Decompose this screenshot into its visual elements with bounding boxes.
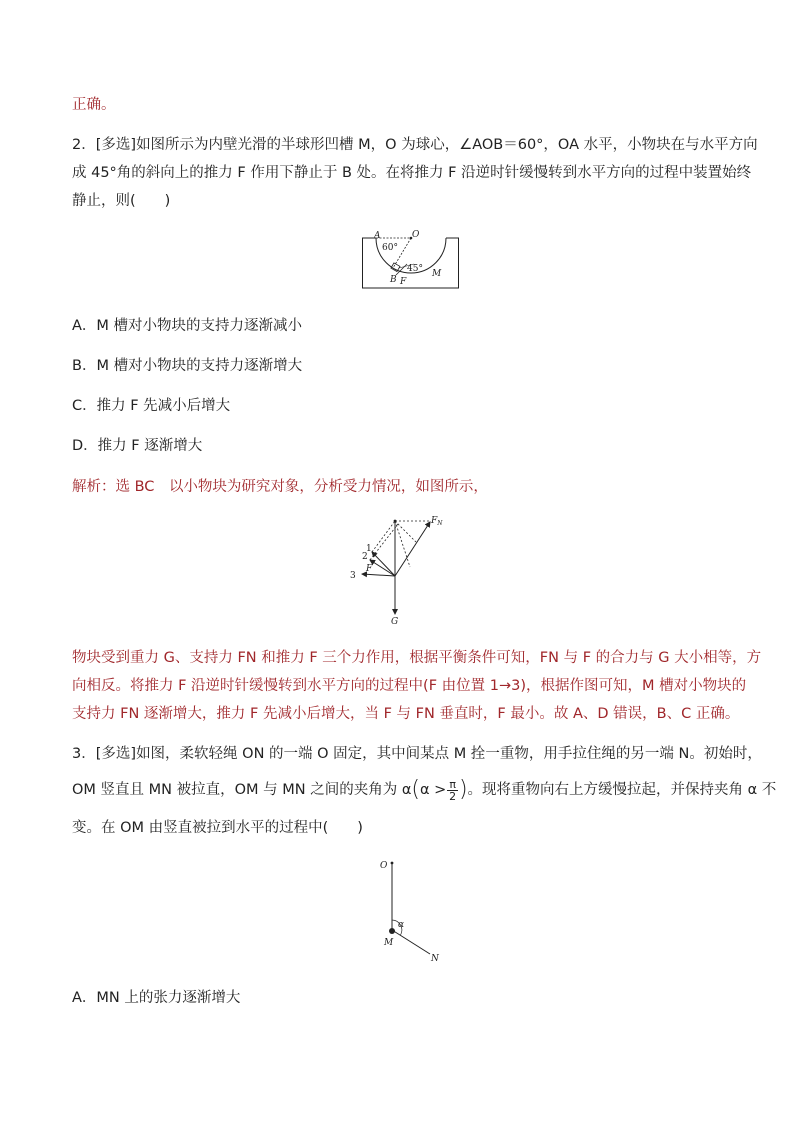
option-text: 推力 F 逐渐增大 [97, 438, 203, 454]
q3-option-a[interactable] [72, 988, 240, 1008]
groove-label-m: M [432, 269, 442, 279]
q3-tag: [多选] [95, 746, 137, 762]
q2-tag: [多选] [95, 137, 137, 153]
analysis-intro-text: 以小物块为研究对象，分析受力情况，如图所示， [168, 479, 488, 495]
force-diagram [340, 512, 450, 632]
q2-stem-line1: 如图所示为内壁光滑的半球形凹槽 M，O 为球心，∠AOB＝60°，OA 水平，小物块在与水平方向 [136, 137, 758, 153]
q2-stem-line3: 静止，则( ) [72, 193, 171, 209]
q2-line1 [72, 135, 758, 155]
q2-analysis-line1: 物块受到重力 G、支持力 FN 和推力 F 三个力作用，根据平衡条件可知，FN 与 F 的合力与 G 大小相等，方 [72, 650, 762, 666]
rope-label-n: N [431, 954, 439, 964]
option-text: 推力 F 先减小后增大 [96, 398, 231, 414]
q2-analysis-line2: 向相反。将推力 F 沿逆时针缓慢转到水平方向的过程中(F 由位置 1→3)，根据作图可知，M 槽对小物块的 [72, 678, 747, 694]
option-text: M 槽对小物块的支持力逐渐增大 [96, 358, 303, 374]
groove-label-a: A [374, 231, 381, 241]
option-letter: A． [72, 318, 97, 334]
q2-stem-line2: 成 45°角的斜向上的推力 F 作用下静止于 B 处。在将推力 F 沿逆时针缓慢转到水平方向的过程中装置始终 [72, 165, 752, 181]
option-text: M 槽对小物块的支持力逐渐减小 [96, 318, 303, 334]
q3-stem-line3: 变。在 OM 由竖直被拉到水平的过程中( ) [72, 820, 363, 836]
groove-label-45: 45° [407, 264, 423, 274]
force-label-3: 3 [350, 571, 356, 581]
previous-answer-fragment: 正确。 [72, 97, 116, 113]
option-letter: C． [72, 398, 97, 414]
q3-stem-line2b: 。现将重物向右上方缓慢拉起，并保持夹角 α 不 [467, 782, 777, 798]
q2-analysis-line3: 支持力 FN 逐渐增大，推力 F 先减小后增大，当 F 与 FN 垂直时，F 最小。故 A、D 错误，B、C 正确。 [72, 706, 740, 722]
rope-label-alpha: α [398, 920, 405, 930]
q2-number: 2． [72, 137, 96, 153]
q3-stem-line1: 如图，柔软轻绳 ON 的一端 O 固定，其中间某点 M 拴一重物，用手拉住绳的另一端 N。初始时， [136, 746, 762, 762]
force-label-1: 1 [366, 544, 372, 554]
rope-label-o: O [380, 861, 388, 871]
groove-label-o: O [412, 230, 420, 240]
q3-line2: OM 竖直且 MN 被拉直，OM 与 MN 之间的夹角为 α(α > $\frac{\pi}{2}$ )。现将重物向右上方缓慢拉起，并保持夹角 α 不 [72, 777, 777, 803]
q3-number: 3． [72, 746, 96, 762]
force-label-g: G [391, 617, 399, 627]
q3-condition: α > [419, 782, 447, 798]
q3-stem-line2a: OM 竖直且 MN 被拉直，OM 与 MN 之间的夹角为 α [72, 782, 412, 798]
q2-option-d[interactable] [72, 436, 202, 456]
rope-label-m: M [384, 938, 394, 948]
option-letter: D． [72, 438, 98, 454]
q2-option-c[interactable] [72, 396, 230, 416]
force-label-fn: $F_N$ [431, 516, 443, 527]
pi-over-two-fraction: $\frac{\pi}{2}$ [449, 777, 457, 803]
groove-label-f: F [400, 277, 407, 287]
force-label-f: F [366, 564, 373, 574]
force-label-2: 2 [362, 552, 368, 562]
groove-label-60: 60° [382, 243, 398, 253]
q2-option-b[interactable] [72, 356, 302, 376]
option-letter: B． [72, 358, 97, 374]
option-letter: A． [72, 990, 97, 1006]
option-text: MN 上的张力逐渐增大 [96, 990, 241, 1006]
q2-option-a[interactable] [72, 316, 302, 336]
groove-label-b: B [390, 275, 397, 285]
q3-line1 [72, 744, 762, 764]
analysis-label: 解析：选 BC [72, 479, 155, 495]
rope-figure [378, 858, 448, 966]
groove-figure [362, 232, 460, 290]
q2-analysis-intro [72, 477, 488, 497]
